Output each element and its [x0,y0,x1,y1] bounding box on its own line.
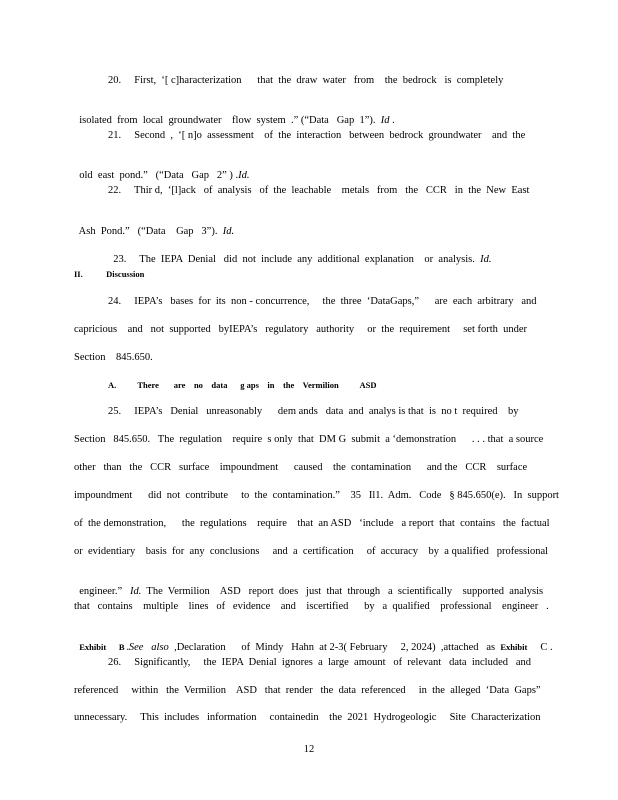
text: The Vermilion ASD report does just that through a scientifically supported analysis [141,586,544,597]
citation-id: Id. [129,586,142,597]
text: ,Declaration of Mindy Hahn at 2-3( February 2, 2024) ,attached as [168,642,501,653]
paragraph-21-line-2 [74,156,250,182]
citation-id: Id. [480,254,492,265]
citation-id: Id. [238,170,250,181]
section-heading-discussion: II. Discussion [74,269,145,279]
paragraph-22-line-2 [74,212,234,238]
subsection-heading-no-data-gaps: A. There are no data g aps in the Vermilion ASD [108,380,377,390]
page-number: 12 [303,744,315,755]
paragraph-25-line-7 [74,572,543,598]
paragraph-25-line-9 [74,628,553,654]
paragraph-22-line-1: 22. Thir d, ‘[l]ack of analysis of the leachable metals from the CCR in the New East [108,185,530,196]
paragraph-26-line-3: unnecessary. This includes information containedin the 2021 Hydrogeologic Site Characterization [74,712,541,723]
citation-id: Id. [222,226,235,237]
text: old east pond.” (“Data Gap 2” ) . [79,170,239,181]
paragraph-24-line-1: 24. IEPA’s bases for its non - concurrence, the three ‘DataGaps,” are each arbitrary and [108,296,537,307]
paragraph-20-line-2 [74,101,395,127]
see-also: See also [128,642,169,653]
text: engineer.” [79,586,130,597]
paragraph-20-line-1: 20. First, ‘[ c]haracterization that the draw water from the bedrock is completely [108,75,504,86]
paragraph-26-line-1: 26. Significantly, the IEPA Denial ignores a large amount of relevant data included and [108,657,532,668]
paragraph-23-line-1 [108,240,491,266]
text: isolated from local groundwater flow system .” (“Data Gap 1”). [79,115,381,126]
paragraph-25-line-1: 25. IEPA’s Denial unreasonably dem ands data and analys is that is no t required by [108,406,519,417]
paragraph-25-line-6: or evidentiary basis for any conclusions and a certification of accuracy by a qualified professional [74,546,549,557]
paragraph-26-line-2: referenced within the Vermilion ASD that render the data referenced in the alleged ‘Data Gaps” [74,685,541,696]
text: Ash Pond.” (“Data Gap 3”). [78,226,223,237]
citation-id: Id [380,115,390,126]
paragraph-24-line-3: Section 845.650. [74,352,153,363]
paragraph-25-line-2: Section 845.650. The regulation require s only that DM G submit a ‘demonstration . . . that a source [74,434,544,445]
paragraph-25-line-8: that contains multiple lines of evidence and iscertified by a qualified professional engineer . [74,601,549,612]
text: . [389,115,395,126]
exhibit-b-label: Exhibit B . [79,642,129,652]
paragraph-25-line-3: other than the CCR surface impoundment caused the contamination and the CCR surface [74,462,528,473]
exhibit-c-label: Exhibit [500,642,528,652]
paragraph-24-line-2: capricious and not supported byIEPA’s regulatory authority or the requirement set forth under [74,324,528,335]
paragraph-25-line-4: impoundment did not contribute to the contamination.” 35 Il1. Adm. Code § 845.650(e). In support [74,490,559,501]
paragraph-25-line-5: of the demonstration, the regulations require that an ASD ‘include a report that contains the factual [74,518,550,529]
text: C . [527,642,553,653]
paragraph-21-line-1: 21. Second , ‘[ n]o assessment of the interaction between bedrock groundwater and the [108,130,526,141]
text: 23. The IEPA Denial did not include any additional explanation or analysis. [113,254,481,265]
